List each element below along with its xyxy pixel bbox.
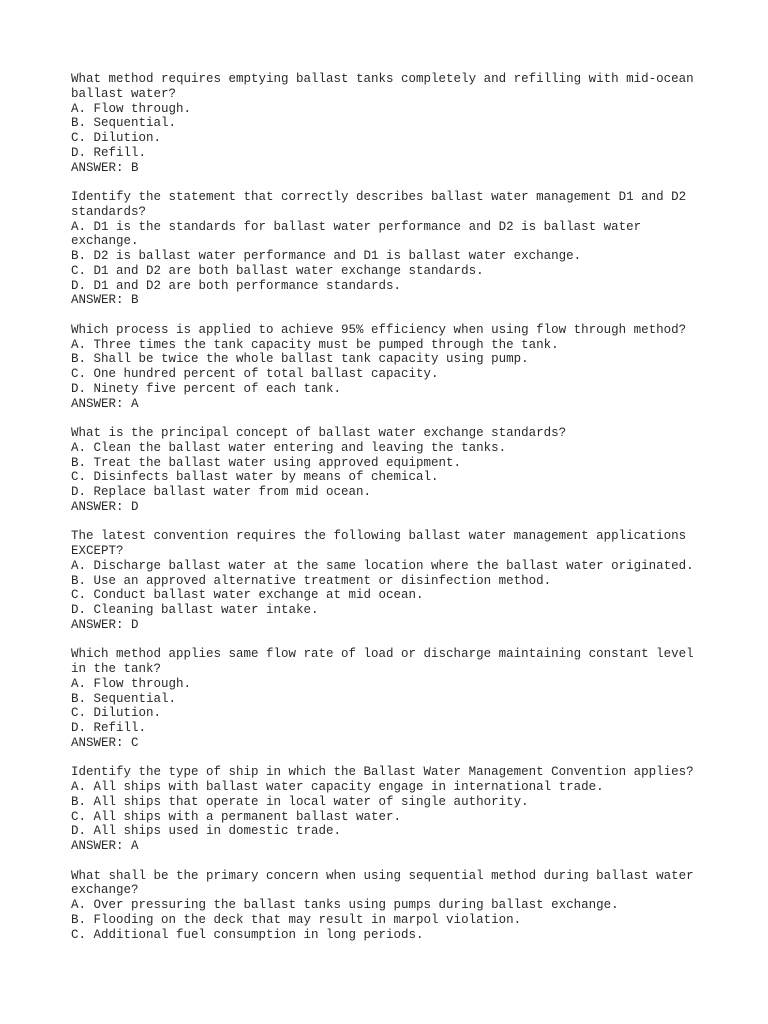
question-text: Identify the type of ship in which the Ballast Water Management Convention applies? (71, 765, 694, 780)
answer-option: A. All ships with ballast water capacity engage in international trade. (71, 780, 604, 794)
answer-option: C. Disinfects ballast water by means of chemical. (71, 470, 439, 485)
answer-option: D. Refill. (71, 721, 147, 735)
answer-key: ANSWER: C (71, 735, 139, 750)
question-block (71, 647, 711, 750)
answer-option: exchange. (71, 234, 139, 249)
question-block (71, 426, 711, 515)
question-text: What method requires emptying ballast tanks completely and refilling with mid-ocean (71, 72, 694, 86)
question-text: What is the principal concept of ballast water exchange standards? (71, 426, 567, 440)
answer-option: C. Conduct ballast water exchange at mid ocean. (71, 588, 424, 603)
question-block (71, 72, 711, 175)
question-block (71, 190, 711, 308)
answer-option: A. Flow through. (71, 101, 192, 116)
answer-option: D. Replace ballast water from mid ocean. (71, 485, 372, 499)
question-text: exchange? (71, 883, 139, 898)
answer-option: D. Cleaning ballast water intake. (71, 603, 319, 617)
question-text: ballast water? (71, 86, 177, 101)
answer-option: C. All ships with a permanent ballast water. (71, 809, 402, 824)
answer-key: ANSWER: B (71, 160, 139, 175)
question-text: What shall be the primary concern when using sequential method during ballast water (71, 868, 694, 883)
question-block (71, 529, 711, 632)
answer-option: B. All ships that operate in local water of single authority. (71, 794, 529, 809)
answer-key: ANSWER: D (71, 617, 139, 632)
answer-option: D. Refill. (71, 145, 147, 160)
question-text: in the tank? (71, 662, 162, 676)
answer-option: D. D1 and D2 are both performance standards. (71, 278, 402, 293)
question-text: Which process is applied to achieve 95% efficiency when using flow through method? (71, 322, 687, 337)
question-text: Which method applies same flow rate of load or discharge maintaining constant level (71, 647, 694, 662)
question-text: standards? (71, 204, 147, 219)
answer-option: B. Sequential. (71, 116, 177, 131)
answer-option: B. Sequential. (71, 691, 177, 706)
answer-key: ANSWER: B (71, 293, 139, 308)
answer-key: ANSWER: D (71, 499, 139, 514)
answer-option: D. All ships used in domestic trade. (71, 824, 342, 839)
answer-option: C. Additional fuel consumption in long periods. (71, 927, 424, 942)
answer-option: A. Over pressuring the ballast tanks using pumps during ballast exchange. (71, 898, 619, 912)
question-text: The latest convention requires the following ballast water management applications (71, 529, 687, 544)
answer-option: A. D1 is the standards for ballast water performance and D2 is ballast water (71, 219, 642, 234)
answer-option: C. Dilution. (71, 706, 162, 721)
answer-option: C. Dilution. (71, 131, 162, 145)
question-block (71, 765, 711, 854)
answer-option: B. Treat the ballast water using approved equipment. (71, 455, 462, 470)
answer-option: B. D2 is ballast water performance and D1 is ballast water exchange. (71, 249, 582, 263)
answer-option: A. Discharge ballast water at the same location where the ballast water originated. (71, 558, 694, 573)
document-page (71, 72, 711, 957)
answer-option: B. Flooding on the deck that may result in marpol violation. (71, 912, 522, 927)
answer-key: ANSWER: A (71, 839, 139, 853)
answer-option: C. D1 and D2 are both ballast water exchange standards. (71, 263, 484, 278)
answer-option: B. Use an approved alternative treatment or disinfection method. (71, 573, 552, 588)
answer-option: B. Shall be twice the whole ballast tank capacity using pump. (71, 352, 529, 367)
answer-option: A. Clean the ballast water entering and leaving the tanks. (71, 440, 507, 455)
question-block (71, 869, 711, 943)
answer-option: A. Flow through. (71, 676, 192, 691)
answer-option: A. Three times the tank capacity must be pumped through the tank. (71, 337, 559, 352)
question-block (71, 323, 711, 412)
answer-option: D. Ninety five percent of each tank. (71, 381, 342, 396)
answer-option: C. One hundred percent of total ballast capacity. (71, 367, 439, 381)
question-text: Identify the statement that correctly describes ballast water management D1 and D2 (71, 190, 687, 204)
answer-key: ANSWER: A (71, 396, 139, 411)
question-text: EXCEPT? (71, 544, 124, 558)
